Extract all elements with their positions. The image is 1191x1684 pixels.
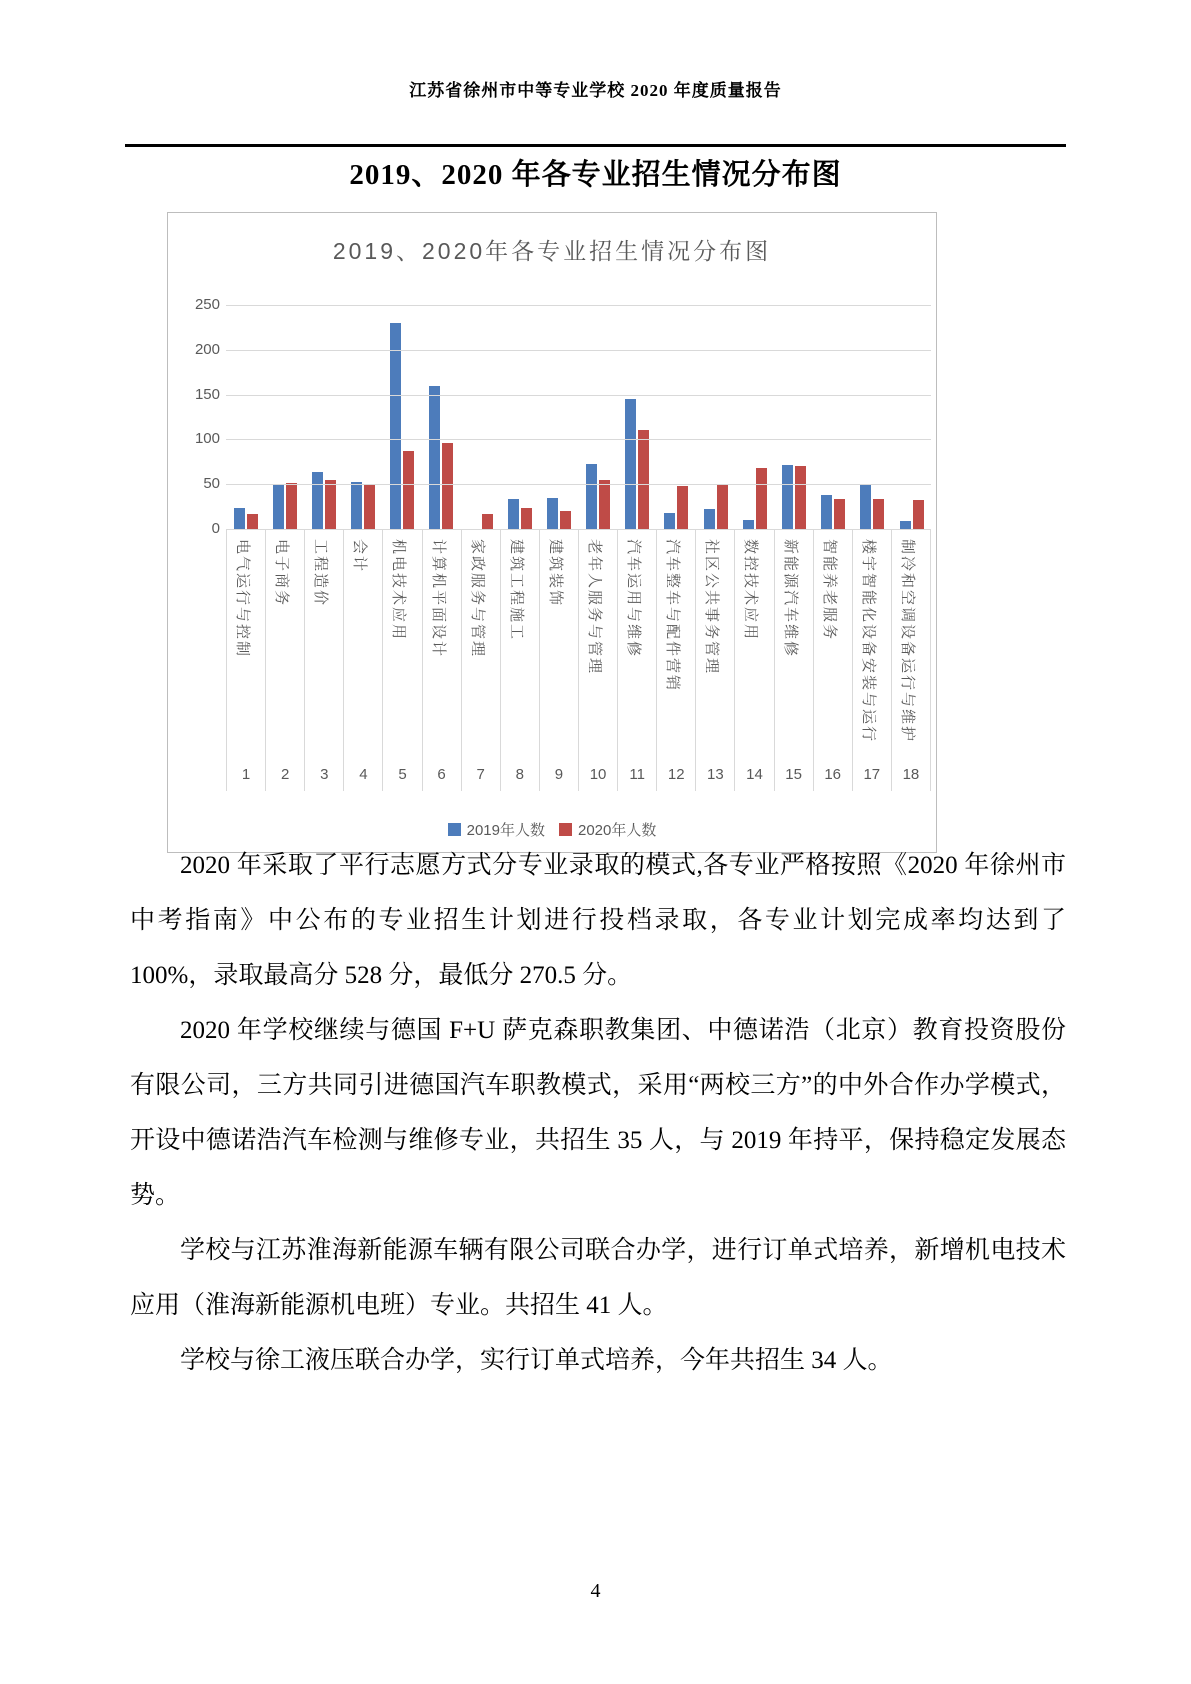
category-cell (422, 529, 461, 791)
bar-2020年人数 (286, 483, 297, 529)
bar-group (344, 305, 383, 529)
bar-2020年人数 (756, 468, 767, 529)
bar-group (539, 305, 578, 529)
category-number: 15 (785, 766, 802, 783)
chart-plot-area (194, 296, 931, 537)
bar-2019年人数 (821, 495, 832, 529)
bar-group (853, 305, 892, 529)
bar-group (265, 305, 304, 529)
category-cell (891, 529, 931, 791)
category-label: 老年人服务与管理 (586, 539, 604, 676)
category-label: 社区公共事务管理 (703, 539, 721, 676)
category-number: 1 (241, 766, 251, 783)
chart-bars (226, 305, 931, 529)
bar-2019年人数 (390, 323, 401, 529)
category-number: 12 (667, 766, 685, 783)
category-label: 楼宇智能化设备安装与运行 (859, 539, 877, 744)
bar-2020年人数 (364, 484, 375, 529)
category-number: 8 (515, 766, 524, 783)
header-rule (125, 144, 1066, 147)
bar-group (226, 305, 265, 529)
gridline (226, 484, 931, 485)
legend-item (559, 819, 656, 840)
category-number: 9 (554, 766, 564, 783)
bar-group (735, 305, 774, 529)
running-header: 江苏省徐州市中等专业学校 2020 年度质量报告 (409, 81, 782, 100)
bar-2019年人数 (704, 509, 715, 529)
bar-chart (167, 212, 937, 853)
y-axis-tick-label: 100 (194, 430, 220, 448)
bar-group (774, 305, 813, 529)
category-cell (813, 529, 852, 791)
bar-2020年人数 (913, 500, 924, 529)
category-label: 家政服务与管理 (468, 539, 486, 659)
page-number: 4 (590, 1580, 601, 1602)
legend-item (448, 819, 545, 840)
chart-title: 2019、2020年各专业招生情况分布图 (332, 238, 772, 264)
category-number: 14 (746, 766, 763, 783)
category-cell (617, 529, 656, 791)
bar-group (461, 305, 500, 529)
category-number: 7 (476, 766, 485, 783)
bar-group (304, 305, 343, 529)
bar-2019年人数 (312, 472, 323, 529)
y-axis-tick-label: 200 (194, 340, 220, 358)
category-label: 机电技术应用 (390, 539, 408, 642)
category-number: 4 (359, 766, 368, 783)
category-label: 电子商务 (273, 539, 291, 608)
category-label: 建筑装饰 (546, 539, 564, 608)
category-label: 会计 (351, 539, 369, 574)
gridline (226, 395, 931, 396)
category-label: 汽车整车与配件营销 (664, 539, 682, 693)
legend-label: 2020年人数 (578, 822, 657, 839)
category-cell (461, 529, 500, 791)
bar-2019年人数 (664, 513, 675, 529)
category-cell (539, 529, 578, 791)
category-label: 计算机平面设计 (429, 539, 447, 659)
bar-2019年人数 (782, 465, 793, 530)
category-label: 建筑工程施工 (507, 539, 525, 642)
bar-group (657, 305, 696, 529)
gridline (226, 350, 931, 351)
bar-2019年人数 (586, 464, 597, 529)
bar-2019年人数 (351, 482, 362, 529)
body-paragraph: 2020 年采取了平行志愿方式分专业录取的模式,各专业严格按照《2020 年徐州市中考指南》中公布的专业招生计划进行投档录取，各专业计划完成率均达到了 100%，录取最高分 528 分，最低分 270.5 分。 (130, 852, 1066, 989)
bar-group (422, 305, 461, 529)
bar-2019年人数 (429, 386, 440, 529)
y-axis-tick-label: 250 (194, 296, 220, 313)
category-number: 13 (707, 766, 724, 783)
category-label: 汽车运用与维修 (625, 539, 643, 659)
bar-2019年人数 (860, 484, 871, 529)
bar-group (618, 305, 657, 529)
body-paragraph: 学校与徐工液压联合办学，实行订单式培养，今年共招生 34 人。 (180, 1347, 893, 1374)
bar-2020年人数 (403, 451, 414, 529)
bar-2019年人数 (625, 399, 636, 529)
category-number: 5 (398, 766, 407, 783)
category-number: 6 (437, 766, 446, 783)
bar-2019年人数 (273, 485, 284, 529)
bar-2020年人数 (521, 508, 532, 529)
category-number: 11 (629, 766, 645, 783)
category-cell (382, 529, 421, 791)
page-title: 2019、2020 年各专业招生情况分布图 (349, 159, 842, 191)
bar-2020年人数 (717, 484, 728, 529)
gridline (226, 439, 931, 440)
category-label: 制冷和空调设备运行与维护 (898, 539, 916, 744)
body-paragraph: 2020 年学校继续与德国 F+U 萨克森职教集团、中德诺浩（北京）教育投资股份有限公司，三方共同引进德国汽车职教模式，采用“两校三方”的中外合作办学模式，开设中德诺浩汽车检测与维修专业，共招生 35 人，与 2019 年持平，保持稳定发展态势。 (130, 1017, 1066, 1209)
y-axis-tick-label: 150 (194, 385, 220, 403)
chart-legend (168, 819, 936, 840)
category-cell (852, 529, 891, 791)
bar-2020年人数 (677, 486, 688, 529)
bar-2019年人数 (234, 508, 245, 530)
body-text (130, 838, 1066, 1388)
category-label: 电气运行与控制 (234, 539, 252, 659)
category-number: 17 (863, 766, 881, 783)
bar-2020年人数 (325, 480, 336, 529)
category-number: 16 (824, 766, 842, 783)
category-cell (656, 529, 695, 791)
category-number: 2 (280, 766, 290, 783)
category-cell (304, 529, 343, 791)
category-cell (500, 529, 539, 791)
category-cell (343, 529, 382, 791)
bar-2019年人数 (547, 498, 558, 529)
legend-swatch (448, 823, 461, 836)
bar-group (383, 305, 422, 529)
category-label: 工程造价 (312, 539, 330, 608)
category-cell (774, 529, 813, 791)
legend-swatch (559, 823, 572, 836)
bar-2020年人数 (482, 514, 493, 529)
bar-2020年人数 (560, 511, 571, 529)
bar-group (892, 305, 931, 529)
bar-2020年人数 (247, 514, 258, 529)
category-label: 智能养老服务 (820, 539, 838, 642)
y-axis-tick-label: 0 (211, 520, 220, 537)
category-cell (226, 529, 265, 791)
category-label: 新能源汽车维修 (781, 539, 799, 659)
bar-2020年人数 (638, 430, 649, 529)
category-cell (578, 529, 617, 791)
category-number: 3 (320, 766, 329, 783)
bar-2019年人数 (743, 520, 754, 529)
bar-group (696, 305, 735, 529)
bar-2019年人数 (508, 499, 519, 529)
body-paragraph: 学校与江苏淮海新能源车辆有限公司联合办学，进行订单式培养，新增机电技术应用（淮海新能源机电班）专业。共招生 41 人。 (130, 1237, 1066, 1319)
bar-2020年人数 (795, 466, 806, 529)
gridline (226, 305, 931, 306)
legend-label: 2019年人数 (466, 822, 545, 839)
bar-group (500, 305, 539, 529)
bar-2020年人数 (599, 480, 610, 529)
bar-2020年人数 (442, 443, 453, 529)
category-number: 18 (902, 766, 920, 783)
bar-group (579, 305, 618, 529)
category-number: 10 (589, 766, 607, 783)
category-cell (734, 529, 773, 791)
bar-2020年人数 (873, 499, 884, 529)
category-cell (265, 529, 304, 791)
bar-2019年人数 (900, 521, 911, 529)
category-cell (695, 529, 734, 791)
bar-group (814, 305, 853, 529)
bar-2020年人数 (834, 499, 845, 529)
category-label: 数控技术应用 (742, 539, 760, 642)
y-axis-tick-label: 50 (203, 475, 220, 493)
chart-category-axis (226, 529, 931, 791)
